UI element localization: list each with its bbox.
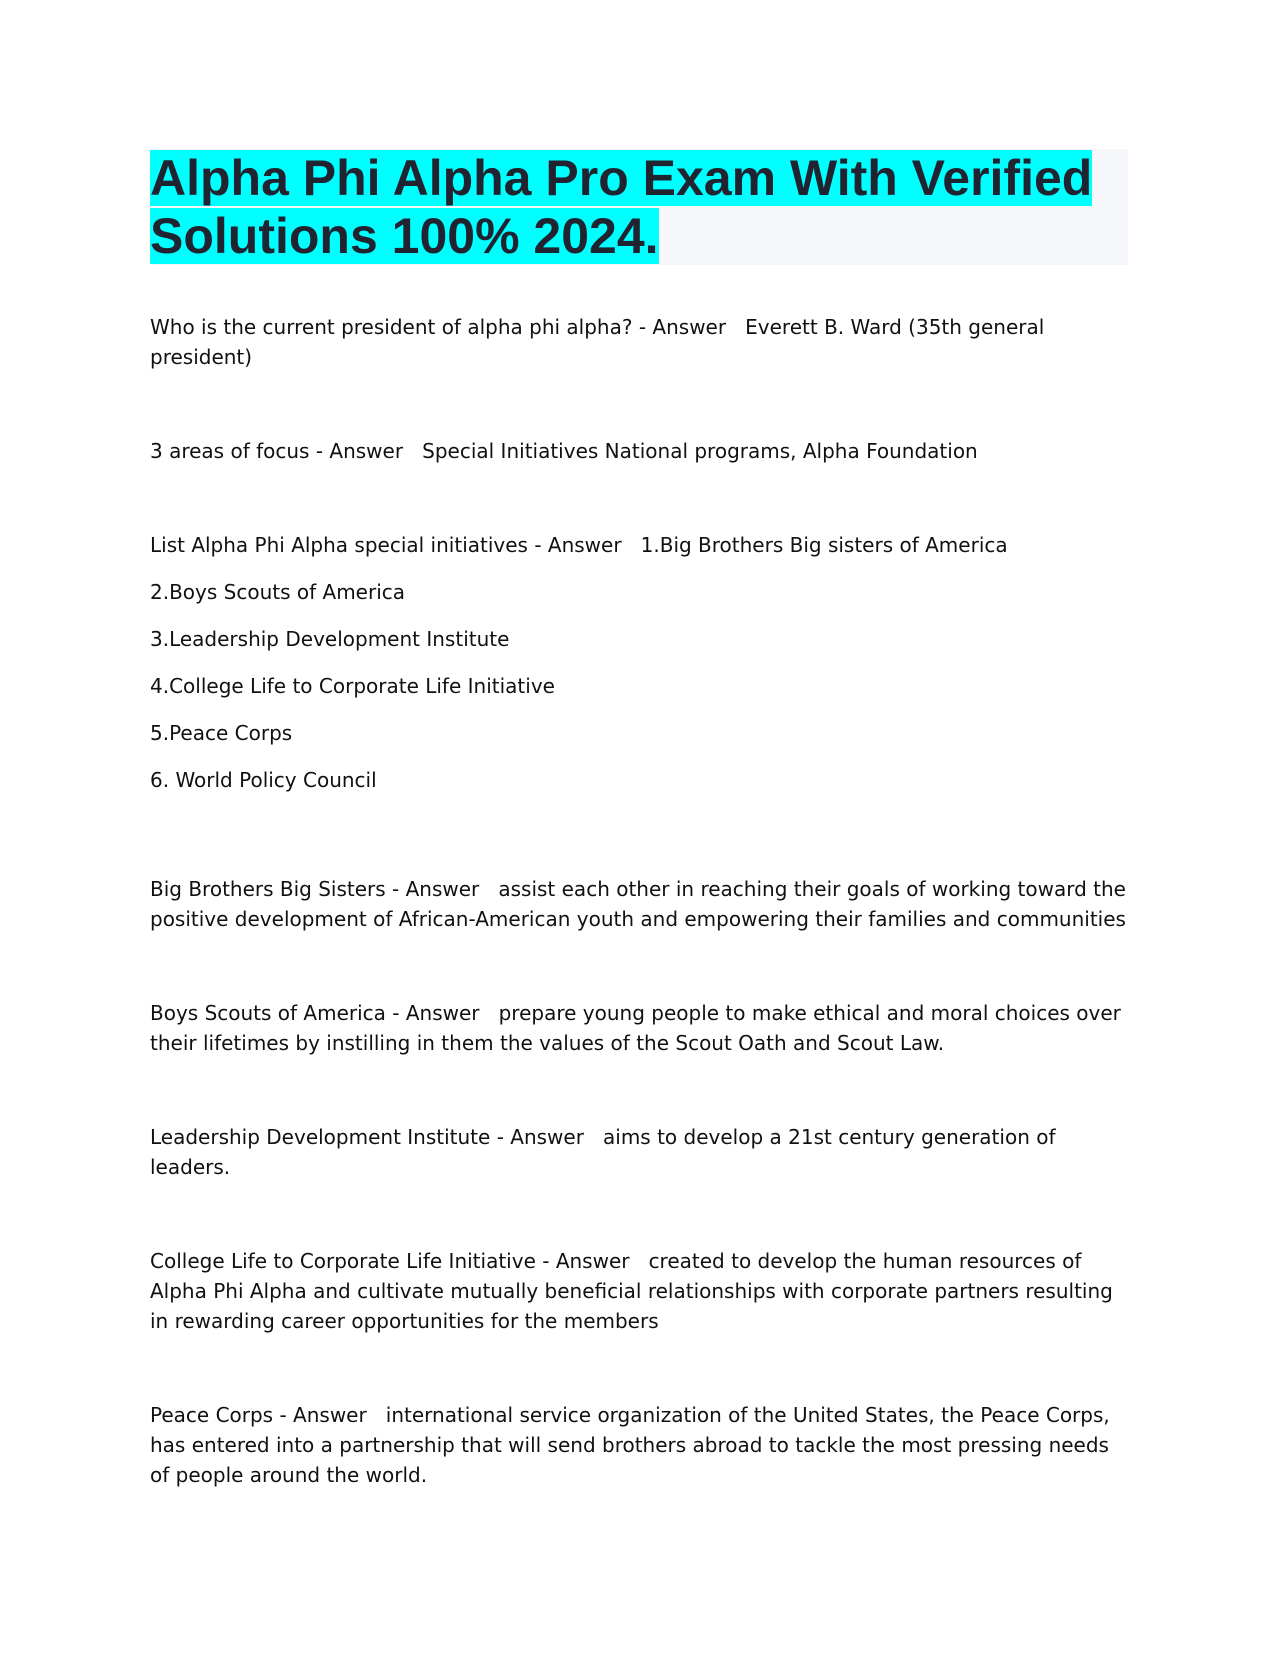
qa-item — [150, 1246, 1130, 1336]
question-text: Boys Scouts of America — [150, 1001, 386, 1025]
initiatives-list — [150, 577, 1130, 795]
answer-separator: - Answer — [385, 877, 499, 901]
paragraph-gap — [150, 1336, 1130, 1400]
question-text: Big Brothers Big Sisters — [150, 877, 386, 901]
answer-text: created to develop the human resources of Alpha Phi Alpha and cultivate mutually beneficial relationships with corporate partners resulting in rewarding career opportunities for the members — [150, 1249, 1113, 1333]
answer-text: aims to develop a 21st century generation of leaders. — [150, 1125, 1056, 1179]
answer-text: prepare young people to make ethical and moral choices over their lifetimes by instilling in them the values of the Scout Oath and Scout Law. — [150, 1001, 1121, 1055]
list-item: 6. World Policy Council — [150, 768, 377, 792]
answer-text: Special Initiatives National programs, Alpha Foundation — [422, 439, 978, 463]
answer-separator: - Answer — [273, 1403, 386, 1427]
answer-separator: - Answer — [527, 533, 641, 557]
answer-text: Everett B. Ward (35th general president) — [150, 315, 1045, 369]
paragraph-gap — [150, 934, 1130, 998]
title-block — [150, 149, 1128, 265]
answer-separator: - Answer — [385, 1001, 499, 1025]
qa-item — [150, 874, 1130, 934]
qa-item — [150, 1122, 1130, 1182]
paragraph-gap — [150, 1182, 1130, 1246]
qa-item — [150, 530, 1130, 560]
qa-item — [150, 312, 1130, 372]
qa-item — [150, 1400, 1130, 1490]
qa-item — [150, 436, 1130, 466]
paragraph-gap — [150, 372, 1130, 436]
document-title — [150, 149, 1128, 265]
answer-separator: - Answer — [309, 439, 423, 463]
answer-separator: - Answer — [490, 1125, 604, 1149]
answer-text: 1.Big Brothers Big sisters of America — [640, 533, 1008, 557]
list-item: 5.Peace Corps — [150, 721, 293, 745]
question-text: List Alpha Phi Alpha special initiatives — [150, 533, 528, 557]
list-item: 2.Boys Scouts of America — [150, 580, 406, 604]
paragraph-gap — [150, 812, 1130, 874]
answer-separator: - Answer — [632, 315, 746, 339]
question-text: College Life to Corporate Life Initiative — [150, 1249, 536, 1273]
qa-content — [150, 312, 1130, 1490]
answer-text: assist each other in reaching their goals of working toward the positive development of African-American youth and empowering their families and communities — [150, 877, 1126, 931]
paragraph-gap — [150, 466, 1130, 530]
question-text: 3 areas of focus — [150, 439, 310, 463]
paragraph-gap — [150, 1058, 1130, 1122]
answer-separator: - Answer — [535, 1249, 649, 1273]
title-highlight: Alpha Phi Alpha Pro Exam With Verified Solutions 100% 2024. — [150, 150, 1093, 264]
question-text: Who is the current president of alpha phi alpha? — [150, 315, 633, 339]
answer-text: international service organization of the United States, the Peace Corps, has entered into a partnership that will send brothers abroad to tackle the most pressing needs of people around the world. — [150, 1403, 1110, 1487]
list-item: 4.College Life to Corporate Life Initiative — [150, 674, 555, 698]
question-text: Leadership Development Institute — [150, 1125, 491, 1149]
list-item: 3.Leadership Development Institute — [150, 627, 510, 651]
question-text: Peace Corps — [150, 1403, 274, 1427]
qa-item — [150, 998, 1130, 1058]
